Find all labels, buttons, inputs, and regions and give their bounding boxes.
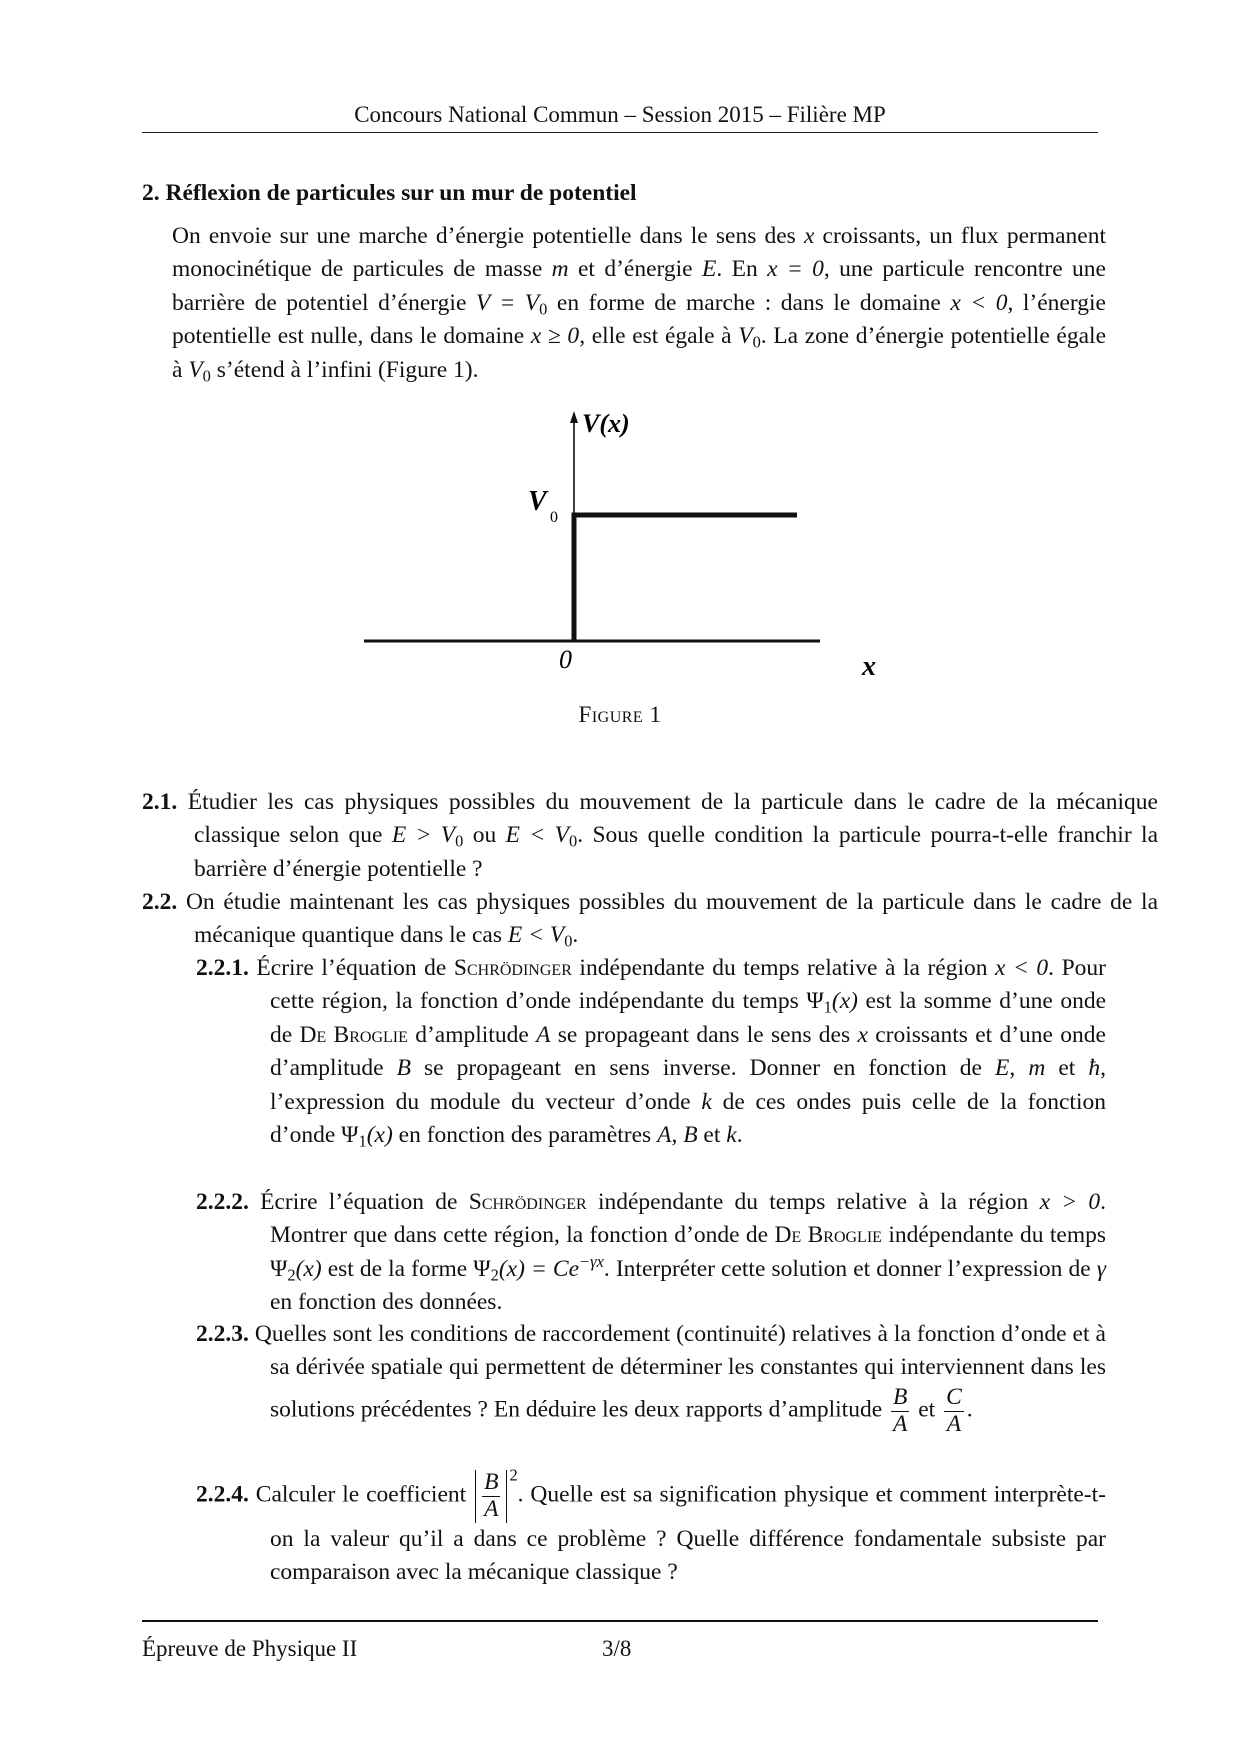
section-number: 2. bbox=[142, 180, 160, 206]
y-axis-label: V(x) bbox=[582, 409, 630, 438]
question-2-2: 2.2. On étudie maintenant les cas physiques possibles du mouvement de la particule dans le cadre de la mécanique quantique dans le cas $E < V_0$. bbox=[142, 889, 1158, 951]
question-2-2-4: 2.2.4. Calculer le coefficient $\frac{B}{A}$ $^2$. Quelle est sa signification physique et comment interprète-t-on la valeur qu’il a dans ce problème ? Quelle différence fondamentale subsiste par comparaison avec la mécanique classique ? bbox=[196, 1465, 1106, 1586]
footer-page-number: 3/8 bbox=[602, 1636, 632, 1661]
footer-exam-title: Épreuve de Physique II bbox=[142, 1636, 358, 1661]
figure-caption: Figure 1 bbox=[578, 702, 662, 727]
step-label: V bbox=[528, 486, 547, 517]
origin-label: 0 bbox=[559, 645, 572, 674]
potential-step-line bbox=[574, 515, 797, 641]
section-intro: On envoie sur une marche d’énergie potentielle dans le sens des x croissants, un flux permanent monocinétique de particules de masse m et d’énergie E. En x = 0, une particule rencontre une barrière de potentiel d’énergie $V = V_0$ en forme de marche : dans le domaine x < 0, l’énergie potentielle est nulle, dans le domaine x ≥ 0, elle est égale à $V_0$. La zone d’énergie potentielle égale à $V_0$ s’étend à l’infini (Figure 1). bbox=[172, 223, 1106, 386]
question-2-1: 2.1. Étudier les cas physiques possibles du mouvement de la particule dans le cadre de la mécanique classique selon que $E > V_0$ ou $E < V_0$. Sous quelle condition la particule pourra-t-elle franchir la barrière d’énergie potentielle ? bbox=[142, 789, 1158, 882]
abs-fraction-b-over-a: $\frac{B}{A}$ bbox=[475, 1470, 507, 1523]
x-axis-label: x bbox=[862, 651, 876, 682]
section-title bbox=[142, 180, 637, 207]
page-footer bbox=[142, 1620, 1098, 1661]
question-2-2-2: 2.2.2. Écrire l’équation de Schrödinger indépendante du temps relative à la région x > 0. Montrer que dans cette région, la fonction d’onde de De Broglie indépendante du temps $\Psi_2(x)$ est de la forme $\Psi_2(x) = Ce^{-\gamma x}$. Interpréter cette solution et donner l’expression de γ en fonction des données. bbox=[196, 1189, 1107, 1316]
fraction-b-over-a: $\frac{B}{A}$ bbox=[893, 1383, 908, 1437]
page-header: Concours National Commun – Session 2015 – Filière MP bbox=[142, 98, 1098, 133]
question-2-2-1: 2.2.1. Écrire l’équation de Schrödinger indépendante du temps relative à la région x < 0. Pour cette région, la fonction d’onde indépendante du temps $\Psi_1(x)$ est la somme d’une onde de De Broglie d’amplitude A se propageant dans le sens des x croissants et d’une onde d’amplitude B se propageant en sens inverse. Donner en fonction de E, m et ħ, l’expression du module du vecteur d’onde k de ces ondes puis celle de la fonction d’onde $\Psi_1(x)$ en fonction des paramètres A, B et k. bbox=[196, 955, 1107, 1151]
figure-1-potential-step bbox=[350, 405, 910, 695]
question-2-2-3: 2.2.3. Quelles sont les conditions de raccordement (continuité) relatives à la fonction d’onde et à sa dérivée spatiale qui permettent de déterminer les constantes qui interviennent dans les solutions précédentes ? En déduire les deux rapports d’amplitude $\frac{B}{A}$ et $\frac{C}{A}$ . bbox=[196, 1321, 1106, 1437]
fraction-c-over-a: $\frac{C}{A}$ bbox=[946, 1383, 962, 1437]
section-title-text: Réflexion de particules sur un mur de potentiel bbox=[165, 180, 637, 206]
step-label-subscript: 0 bbox=[550, 509, 558, 526]
y-axis-arrow-icon bbox=[570, 411, 578, 423]
